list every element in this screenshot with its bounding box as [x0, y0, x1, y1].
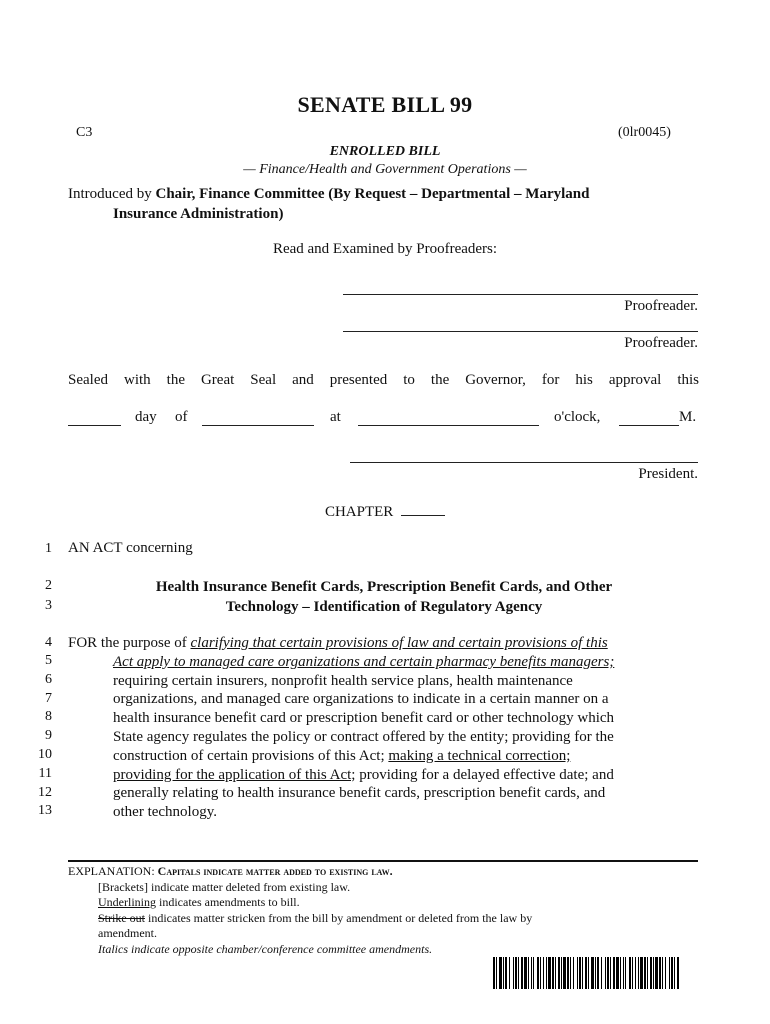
barcode-bar	[632, 957, 633, 989]
line-number: 5	[45, 653, 52, 668]
barcode-bar	[620, 957, 621, 989]
barcode-bar	[616, 957, 619, 989]
barcode-bar	[659, 957, 661, 989]
barcode-bar	[640, 957, 643, 989]
barcode-bar	[503, 957, 504, 989]
barcode-bar	[531, 957, 532, 989]
act-heading-line-2: Technology – Identification of Regulatory Agency	[225, 599, 543, 615]
barcode-bar	[588, 957, 589, 989]
line-number: 8	[45, 709, 52, 724]
sponsor-line-2: Insurance Administration)	[113, 206, 284, 222]
barcode-bar	[528, 957, 529, 989]
act-concerning: AN ACT concerning	[68, 540, 193, 556]
oclock-word: o'clock,	[554, 409, 601, 425]
barcode-bar	[563, 957, 566, 989]
purpose-line-13: other technology.	[113, 804, 217, 821]
line-number: 9	[45, 728, 52, 743]
strike-out-text: indicates matter stricken from the bill by amendment or deleted from the law by	[145, 910, 533, 925]
amendment-text-1: clarifying that certain provisions of law and certain provisions of this	[190, 635, 608, 651]
barcode-bar	[579, 957, 581, 989]
barcode-bar	[647, 957, 648, 989]
signature-line-proofreader-1	[343, 294, 698, 295]
barcode-bar	[577, 957, 578, 989]
barcode-bar	[582, 957, 583, 989]
blank-day-number	[68, 425, 121, 426]
line-number: 7	[45, 691, 52, 706]
meridiem-m: M.	[679, 409, 697, 425]
barcode-bar	[665, 957, 666, 989]
barcode-bar	[607, 957, 609, 989]
barcode-bar	[493, 957, 495, 989]
barcode-bar	[625, 957, 626, 989]
barcode-bar	[629, 957, 631, 989]
explanation-capitals: Capitals indicate matter added to existing law.	[157, 864, 393, 878]
act-heading-line-1: Health Insurance Benefit Cards, Prescription Benefit Cards, and Other	[155, 579, 613, 595]
barcode-bar	[605, 957, 606, 989]
barcode-bar	[540, 957, 541, 989]
president-label: President.	[638, 466, 698, 482]
proofreaders-heading: Read and Examined by Proofreaders:	[272, 241, 498, 257]
barcode-bar	[595, 957, 596, 989]
barcode-bar	[662, 957, 663, 989]
day-word: day	[135, 409, 157, 425]
barcode-bar	[610, 957, 611, 989]
barcode-bar	[613, 957, 615, 989]
purpose-line-8: health insurance benefit card or prescription benefit card or other technology which	[113, 710, 615, 727]
subject-code: C3	[76, 125, 93, 140]
barcode-bar	[558, 957, 560, 989]
barcode-bar	[499, 957, 502, 989]
barcode-bar	[644, 957, 646, 989]
barcode-bar	[555, 957, 556, 989]
purpose-line-11: providing for a delayed effective date; and	[355, 766, 614, 783]
chapter-number-blank	[401, 503, 445, 516]
bill-title: SENATE BILL 99	[297, 92, 473, 117]
barcode-bar	[638, 957, 639, 989]
barcode-bar	[561, 957, 562, 989]
barcode-bar	[570, 957, 571, 989]
line-number: 2	[45, 578, 52, 593]
signature-line-proofreader-2	[343, 331, 698, 332]
line-number: 1	[45, 541, 52, 556]
line-number: 3	[45, 598, 52, 613]
blank-meridiem	[619, 425, 679, 426]
barcode-bar	[597, 957, 599, 989]
chapter-line	[0, 503, 770, 521]
purpose-line-10: construction of certain provisions of this Act;	[113, 747, 389, 764]
barcode-bar	[546, 957, 547, 989]
barcode-bar	[509, 957, 510, 989]
barcode-bar	[573, 957, 574, 989]
barcode-bar	[623, 957, 624, 989]
barcode-bar	[671, 957, 673, 989]
signature-line-president	[350, 462, 698, 463]
sponsor-line-1: Chair, Finance Committee (By Request – Departmental – Maryland	[155, 186, 590, 202]
barcode-bar	[674, 957, 675, 989]
barcode-bar	[591, 957, 594, 989]
blank-month	[202, 425, 314, 426]
strike-out-text-cont: amendment.	[98, 926, 157, 941]
line-number: 4	[45, 635, 52, 650]
line-number: 6	[45, 672, 52, 687]
sealed-statement: Sealed with the Great Seal and presented to the Governor, for his approval this	[68, 372, 699, 388]
barcode-bar	[524, 957, 527, 989]
purpose-line-9: State agency regulates the policy or contract offered by the entity; providing for the	[113, 728, 614, 745]
enrolled-bill-label: ENROLLED BILL	[329, 144, 441, 159]
line-number: 13	[38, 803, 52, 818]
proofreader-label-2: Proofreader.	[624, 335, 698, 351]
barcode-bar	[552, 957, 554, 989]
committee-line: — Finance/Health and Government Operations —	[243, 162, 527, 177]
brackets-mark: [Brackets]	[98, 879, 148, 894]
underlining-text: indicates amendments to bill.	[156, 895, 300, 910]
purpose-line-7: organizations, and managed care organizations to indicate in a certain manner on a	[113, 691, 609, 708]
purpose-line-12: generally relating to health insurance benefit cards, prescription benefit cards, and	[113, 785, 606, 802]
blank-time	[358, 425, 539, 426]
barcode-bar	[533, 957, 534, 989]
barcode-bar	[669, 957, 670, 989]
barcode-bar	[505, 957, 507, 989]
introduced-by	[68, 184, 700, 224]
italics-legend: Italics indicate opposite chamber/conference committee amendments.	[98, 941, 433, 956]
amendment-application: providing for the application of this Act;	[113, 766, 356, 783]
draft-number: (0lr0045)	[618, 125, 671, 140]
line-number: 10	[38, 747, 52, 762]
at-word: at	[330, 409, 341, 425]
underlining-mark: Underlining	[98, 895, 156, 910]
explanation-rule	[68, 860, 698, 862]
barcode-bar	[601, 957, 602, 989]
introduced-prefix: Introduced by	[68, 186, 156, 202]
barcode-bar	[548, 957, 551, 989]
barcode-bar	[543, 957, 544, 989]
barcode-bar	[677, 957, 679, 989]
barcode-bar	[635, 957, 636, 989]
amendment-text-2: Act apply to managed care organizations and certain pharmacy benefits managers;	[113, 653, 615, 670]
barcode-bar	[496, 957, 497, 989]
purpose-paragraph	[68, 634, 698, 822]
purpose-prefix: FOR the purpose of	[68, 635, 191, 651]
barcode-bar	[650, 957, 652, 989]
barcode-bar	[537, 957, 539, 989]
barcode-bar	[518, 957, 519, 989]
barcode-bar	[513, 957, 514, 989]
barcode	[493, 957, 680, 989]
barcode-bar	[567, 957, 569, 989]
line-number: 11	[38, 766, 52, 781]
chapter-label: CHAPTER	[324, 504, 394, 520]
proofreader-label-1: Proofreader.	[624, 298, 698, 314]
purpose-line-6: requiring certain insurers, nonprofit health service plans, health maintenance	[113, 672, 573, 689]
barcode-bar	[521, 957, 523, 989]
barcode-bar	[653, 957, 654, 989]
strike-out-mark: Strike out	[98, 910, 145, 925]
brackets-text: indicate matter deleted from existing law.	[147, 879, 351, 894]
amendment-technical-correction: making a technical correction;	[388, 747, 571, 764]
barcode-bar	[585, 957, 587, 989]
barcode-bar	[515, 957, 517, 989]
explanation-label: EXPLANATION:	[68, 864, 158, 878]
explanation-block	[68, 864, 688, 958]
of-word: of	[175, 409, 188, 425]
barcode-bar	[655, 957, 658, 989]
line-number: 12	[38, 785, 52, 800]
